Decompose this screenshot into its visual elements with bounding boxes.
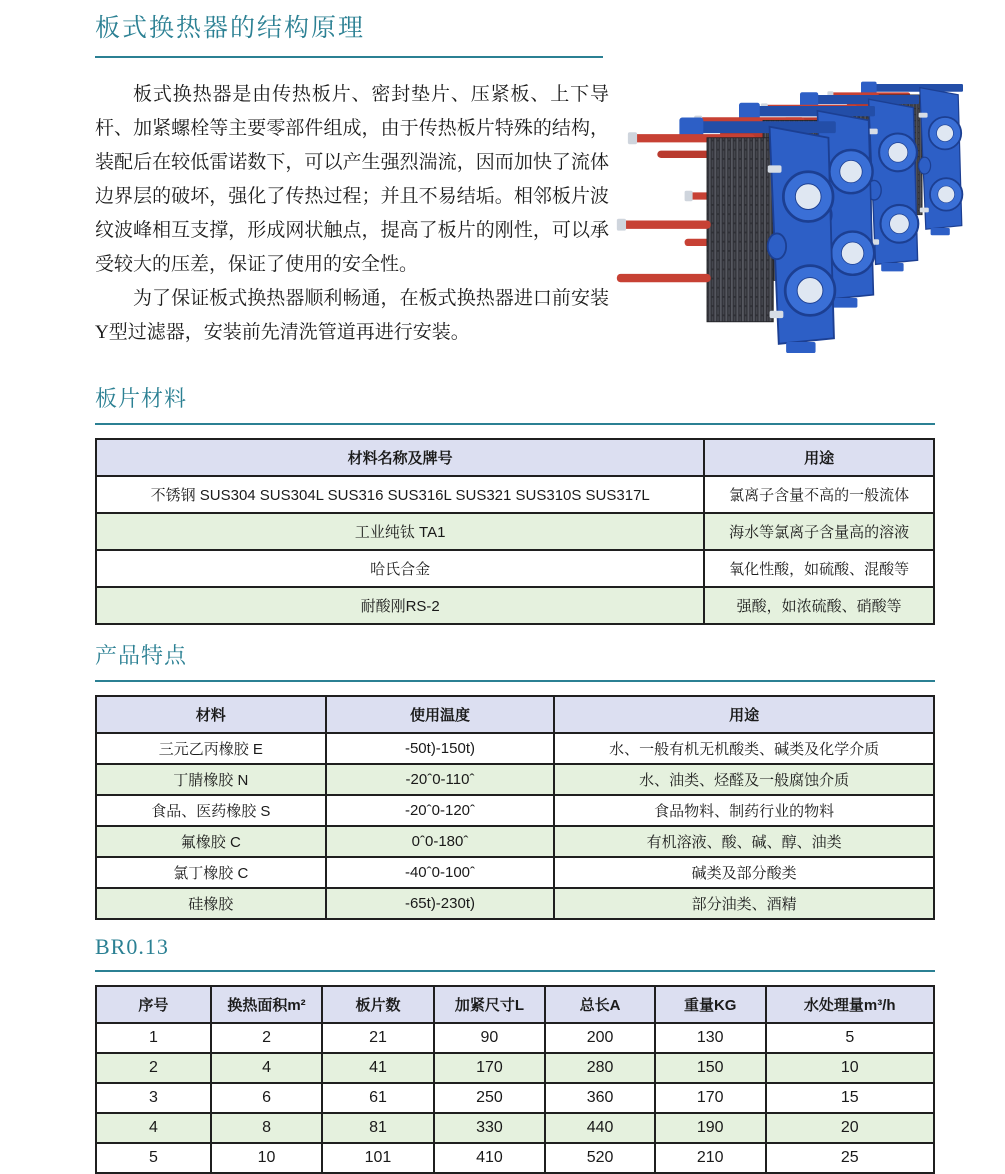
table-cell: 6: [211, 1083, 322, 1113]
table-cell: 90: [434, 1023, 545, 1053]
table-cell: -40ˆ0-100ˆ: [326, 857, 555, 888]
table-cell: 0ˆ0-180ˆ: [326, 826, 555, 857]
table-cell: 21: [322, 1023, 433, 1053]
table-cell: 有机溶液、酸、碱、醇、油类: [554, 826, 934, 857]
column-header: 板片数: [322, 986, 433, 1023]
column-header: 换热面积m²: [211, 986, 322, 1023]
table-cell: -65t)-230t): [326, 888, 555, 919]
table-row: [96, 476, 934, 513]
table-cell: 330: [434, 1113, 545, 1143]
page-content: [95, 0, 935, 1174]
table-cell: -50t)-150t): [326, 733, 555, 764]
intro-section: [95, 78, 935, 368]
features-header-row: [96, 696, 934, 733]
table-cell: 10: [211, 1143, 322, 1173]
table-cell: 250: [434, 1083, 545, 1113]
table-cell: 4: [96, 1113, 211, 1143]
intro-text: [95, 78, 609, 350]
table-row: [96, 888, 934, 919]
model-header-row: [96, 986, 934, 1023]
table-cell: 食品、医药橡胶 S: [96, 795, 326, 826]
column-header: 材料名称及牌号: [96, 439, 704, 476]
table-cell: 190: [655, 1113, 766, 1143]
materials-table: [95, 438, 935, 625]
intro-paragraph-2: 为了保证板式换热器顺利畅通，在板式换热器进口前安装Y型过滤器，安装前先清洗管道再进行安装。: [95, 288, 609, 343]
table-cell: 氯丁橡胶 C: [96, 857, 326, 888]
title-underline: [95, 56, 603, 58]
table-cell: 工业纯钛 TA1: [96, 513, 704, 550]
table-cell: 200: [545, 1023, 655, 1053]
table-cell: 10: [766, 1053, 934, 1083]
table-cell: 15: [766, 1083, 934, 1113]
table-row: [96, 1023, 934, 1053]
table-cell: 150: [655, 1053, 766, 1083]
table-cell: 海水等氯离子含量高的溶液: [704, 513, 934, 550]
table-cell: 440: [545, 1113, 655, 1143]
table-cell: 280: [545, 1053, 655, 1083]
table-cell: 101: [322, 1143, 433, 1173]
table-cell: 氯离子含量不高的一般流体: [704, 476, 934, 513]
table-cell: 强酸，如浓硫酸、硝酸等: [704, 587, 934, 624]
model-table: [95, 985, 935, 1174]
table-cell: 丁腈橡胶 N: [96, 764, 326, 795]
table-cell: 碱类及部分酸类: [554, 857, 934, 888]
column-header: 加紧尺寸L: [434, 986, 545, 1023]
table-cell: 耐酸刚RS-2: [96, 587, 704, 624]
table-cell: 三元乙丙橡胶 E: [96, 733, 326, 764]
table-cell: 不锈钢 SUS304 SUS304L SUS316 SUS316L SUS321 SUS310S SUS317L: [96, 476, 704, 513]
table-cell: 2: [211, 1023, 322, 1053]
column-header: 序号: [96, 986, 211, 1023]
table-cell: 20: [766, 1113, 934, 1143]
table-row: [96, 1053, 934, 1083]
table-cell: 水、油类、烃醛及一般腐蚀介质: [554, 764, 934, 795]
table-cell: 硅橡胶: [96, 888, 326, 919]
table-row: [96, 587, 934, 624]
table-row: [96, 795, 934, 826]
column-header: 用途: [554, 696, 934, 733]
table-cell: 520: [545, 1143, 655, 1173]
table-cell: 61: [322, 1083, 433, 1113]
table-cell: 170: [434, 1053, 545, 1083]
model-underline: [95, 970, 935, 972]
table-cell: 3: [96, 1083, 211, 1113]
table-row: [96, 1083, 934, 1113]
table-cell: -20ˆ0-120ˆ: [326, 795, 555, 826]
table-row: [96, 513, 934, 550]
table-cell: 170: [655, 1083, 766, 1113]
table-row: [96, 1143, 934, 1173]
table-cell: 哈氏合金: [96, 550, 704, 587]
table-cell: 130: [655, 1023, 766, 1053]
table-row: [96, 826, 934, 857]
table-cell: 食品物料、制药行业的物料: [554, 795, 934, 826]
table-cell: 5: [96, 1143, 211, 1173]
column-header: 使用温度: [326, 696, 555, 733]
table-cell: 4: [211, 1053, 322, 1083]
table-cell: 2: [96, 1053, 211, 1083]
table-cell: 25: [766, 1143, 934, 1173]
table-row: [96, 764, 934, 795]
materials-section-title: 板片材料: [95, 386, 188, 411]
table-cell: 1: [96, 1023, 211, 1053]
table-row: [96, 550, 934, 587]
table-cell: 360: [545, 1083, 655, 1113]
table-cell: 8: [211, 1113, 322, 1143]
table-row: [96, 857, 934, 888]
materials-header-row: [96, 439, 934, 476]
table-row: [96, 733, 934, 764]
table-cell: 410: [434, 1143, 545, 1173]
column-header: 总长A: [545, 986, 655, 1023]
model-section-title: BR0.13: [95, 934, 169, 959]
column-header: 用途: [704, 439, 934, 476]
table-row: [96, 1113, 934, 1143]
table-cell: 210: [655, 1143, 766, 1173]
features-table: [95, 695, 935, 920]
table-cell: 氧化性酸，如硫酸、混酸等: [704, 550, 934, 587]
table-cell: 水、一般有机无机酸类、碱类及化学介质: [554, 733, 934, 764]
table-cell: 41: [322, 1053, 433, 1083]
table-cell: 5: [766, 1023, 934, 1053]
table-cell: 部分油类、酒精: [554, 888, 934, 919]
materials-underline: [95, 423, 935, 425]
product-photo: [623, 72, 1005, 364]
heat-exchanger-illustration: [623, 72, 1005, 364]
table-cell: -20ˆ0-110ˆ: [326, 764, 555, 795]
column-header: 重量KG: [655, 986, 766, 1023]
page-title: 板式换热器的结构原理: [95, 15, 366, 42]
features-underline: [95, 680, 935, 682]
column-header: 材料: [96, 696, 326, 733]
table-cell: 81: [322, 1113, 433, 1143]
column-header: 水处理量m³/h: [766, 986, 934, 1023]
intro-paragraph-1: 板式换热器是由传热板片、密封垫片、压紧板、上下导杆、加紧螺栓等主要零部件组成，由于传热板片特殊的结构，装配后在较低雷诺数下，可以产生强烈湍流，因而加快了流体边界层的破坏，强化了传热过程；并且不易结垢。相邻板片波纹波峰相互支撑，形成网状触点，提高了板片的刚性，可以承受较大的压差，保证了使用的安全性。: [95, 84, 609, 275]
table-cell: 氟橡胶 C: [96, 826, 326, 857]
features-section-title: 产品特点: [95, 643, 188, 668]
